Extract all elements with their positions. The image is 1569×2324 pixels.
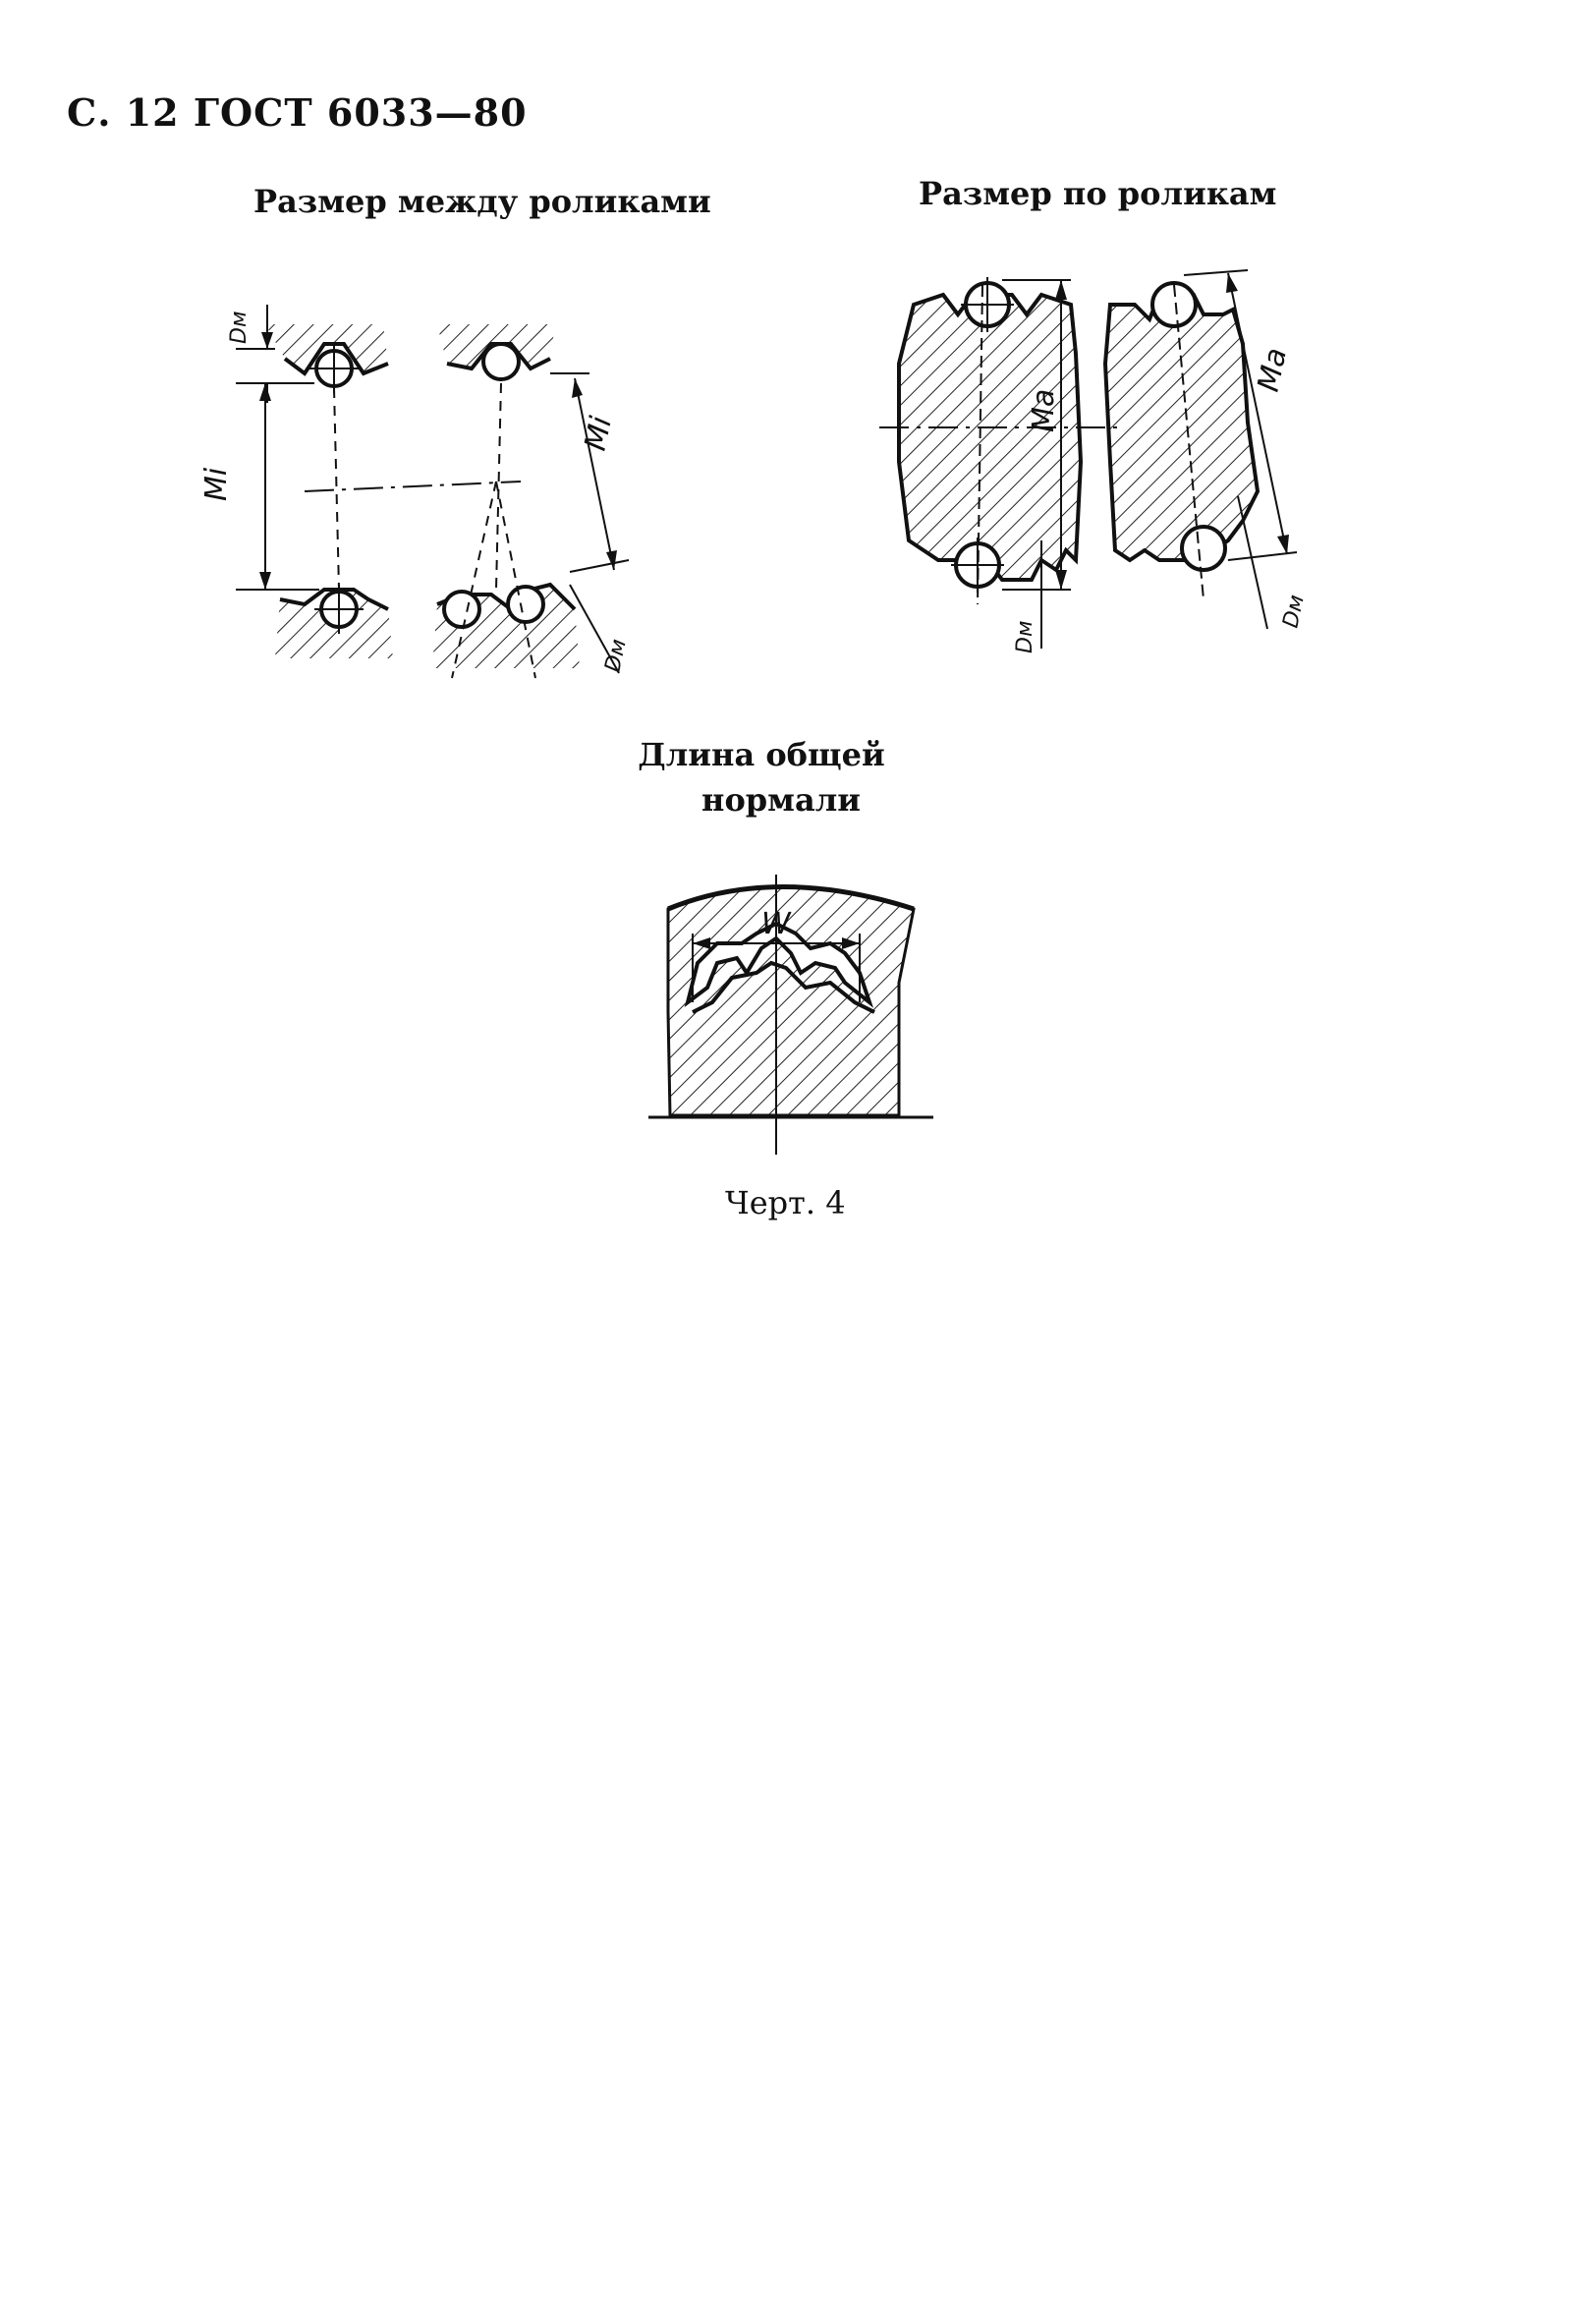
roller-top-right [483, 344, 519, 379]
page-header: С. 12 ГОСТ 6033—80 [67, 90, 528, 135]
label-mi-right: Mi [578, 413, 619, 454]
roller-bottom-right-over [1182, 527, 1225, 570]
hatched-gear-section [668, 887, 914, 1116]
label-mi-left: Mi [199, 467, 234, 501]
label-dm-left: Dм [1013, 620, 1037, 653]
roller-bottom-right-b [508, 587, 543, 622]
hatched-body-left [899, 295, 1081, 580]
label-dm-top: Dм [227, 311, 252, 344]
label-w: W [761, 907, 791, 941]
label-ma-left: Ma [1027, 388, 1061, 432]
hatched-body-right [1105, 295, 1258, 560]
roller-bottom-right-a [444, 592, 479, 627]
figure-title-between-rollers: Размер между роликами [253, 183, 711, 220]
label-dm-bottom: Dм [600, 637, 632, 675]
figure-title-common-normal-line2: нормали [701, 781, 861, 819]
figure-title-over-rollers: Размер по роликам [919, 175, 1277, 212]
diagram-over-rollers [865, 265, 1375, 653]
figure-title-common-normal [634, 732, 889, 822]
label-dm-right: Dм [1278, 593, 1310, 631]
figure-caption: Черт. 4 [725, 1184, 846, 1221]
diagram-common-normal [648, 865, 933, 1160]
diagram-between-rollers [196, 285, 648, 698]
label-ma-right: Ma [1251, 345, 1295, 395]
figure-title-common-normal-line1: Длина общей [638, 736, 885, 773]
